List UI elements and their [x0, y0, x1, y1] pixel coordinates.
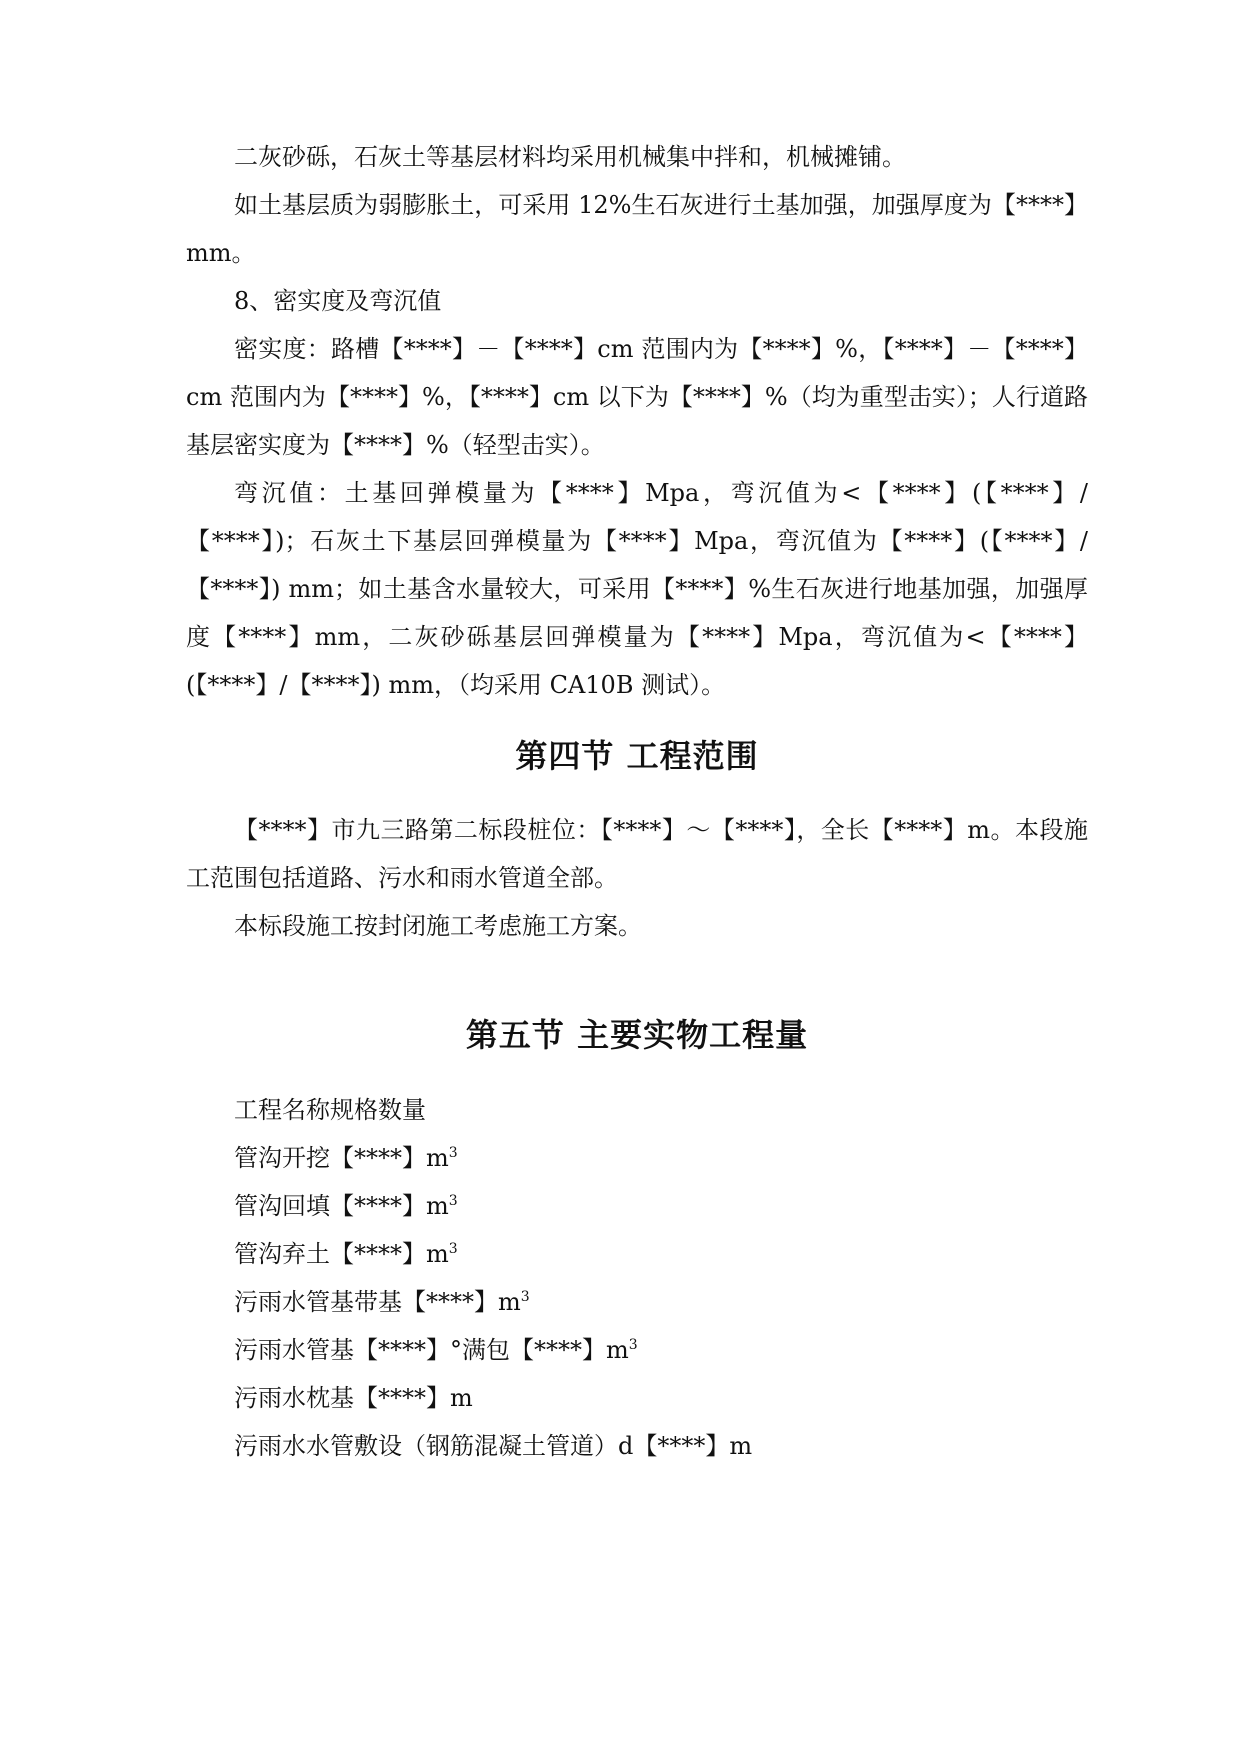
list-item: 污雨水管基带基【****】$m^3$: [234, 1288, 530, 1316]
section4-heading: 第四节 工程范围: [515, 737, 759, 775]
section4-body: [186, 806, 1088, 950]
paragraph-soil-reinforcement: 如土基层质为弱膨胀土，可采用 12%生石灰进行土基加强，加强厚度为【****】mm。: [186, 191, 1088, 267]
unit-superscript: 3: [448, 1193, 458, 1209]
paragraph-closed-construction: 本标段施工按封闭施工考虑施工方案。: [234, 912, 642, 940]
list-item: 管沟开挖【****】$m^3$: [234, 1144, 458, 1172]
list-item: 管沟回填【****】$m^3$: [234, 1192, 458, 1220]
paragraph-deflection: 弯沉值：土基回弹模量为【****】Mpa，弯沉值为<【****】(【****】/【****】)；石灰土下基层回弹模量为【****】Mpa，弯沉值为【****】(【****】/【****】) mm；如土基含水量较大，可采用【****】%生石灰进行地基加强，加强厚度【****】mm，二灰砂砾基层回弹模量为【****】Mpa，弯沉值为<【****】(【****】/【****】) mm，（均采用 CA10B 测试）。: [186, 479, 1088, 699]
quantities-header: 工程名称规格数量: [234, 1096, 426, 1124]
list-item: 管沟弃土【****】$m^3$: [234, 1240, 458, 1268]
section5-heading: 第五节 主要实物工程量: [465, 1016, 809, 1054]
subheading-compaction-deflection: 8、密实度及弯沉值: [234, 287, 442, 315]
paragraph-project-scope: 【****】市九三路第二标段桩位：【****】～【****】，全长【****】m。本段施工范围包括道路、污水和雨水管道全部。: [186, 816, 1088, 892]
unit-superscript: 3: [448, 1241, 458, 1257]
list-item: 污雨水枕基【****】m: [234, 1384, 473, 1412]
unit-superscript: 3: [628, 1337, 638, 1353]
paragraph-compaction: 密实度：路槽【****】－【****】cm 范围内为【****】%，【****】－【****】cm 范围内为【****】%，【****】cm 以下为【****】%（均为重型击实）；人行道路基层密实度为【****】%（轻型击实）。: [186, 335, 1088, 459]
unit-superscript: 3: [448, 1145, 458, 1161]
quantities-list: [234, 1086, 1088, 1470]
section3-body: [186, 133, 1088, 709]
paragraph-base-materials: 二灰砂砾，石灰土等基层材料均采用机械集中拌和，机械摊铺。: [234, 143, 906, 171]
list-item: 污雨水管基【****】°满包【****】$m^3$: [234, 1336, 638, 1364]
unit-superscript: 3: [520, 1289, 530, 1305]
list-item: 污雨水水管敷设（钢筋混凝土管道）d【****】m: [234, 1432, 753, 1460]
